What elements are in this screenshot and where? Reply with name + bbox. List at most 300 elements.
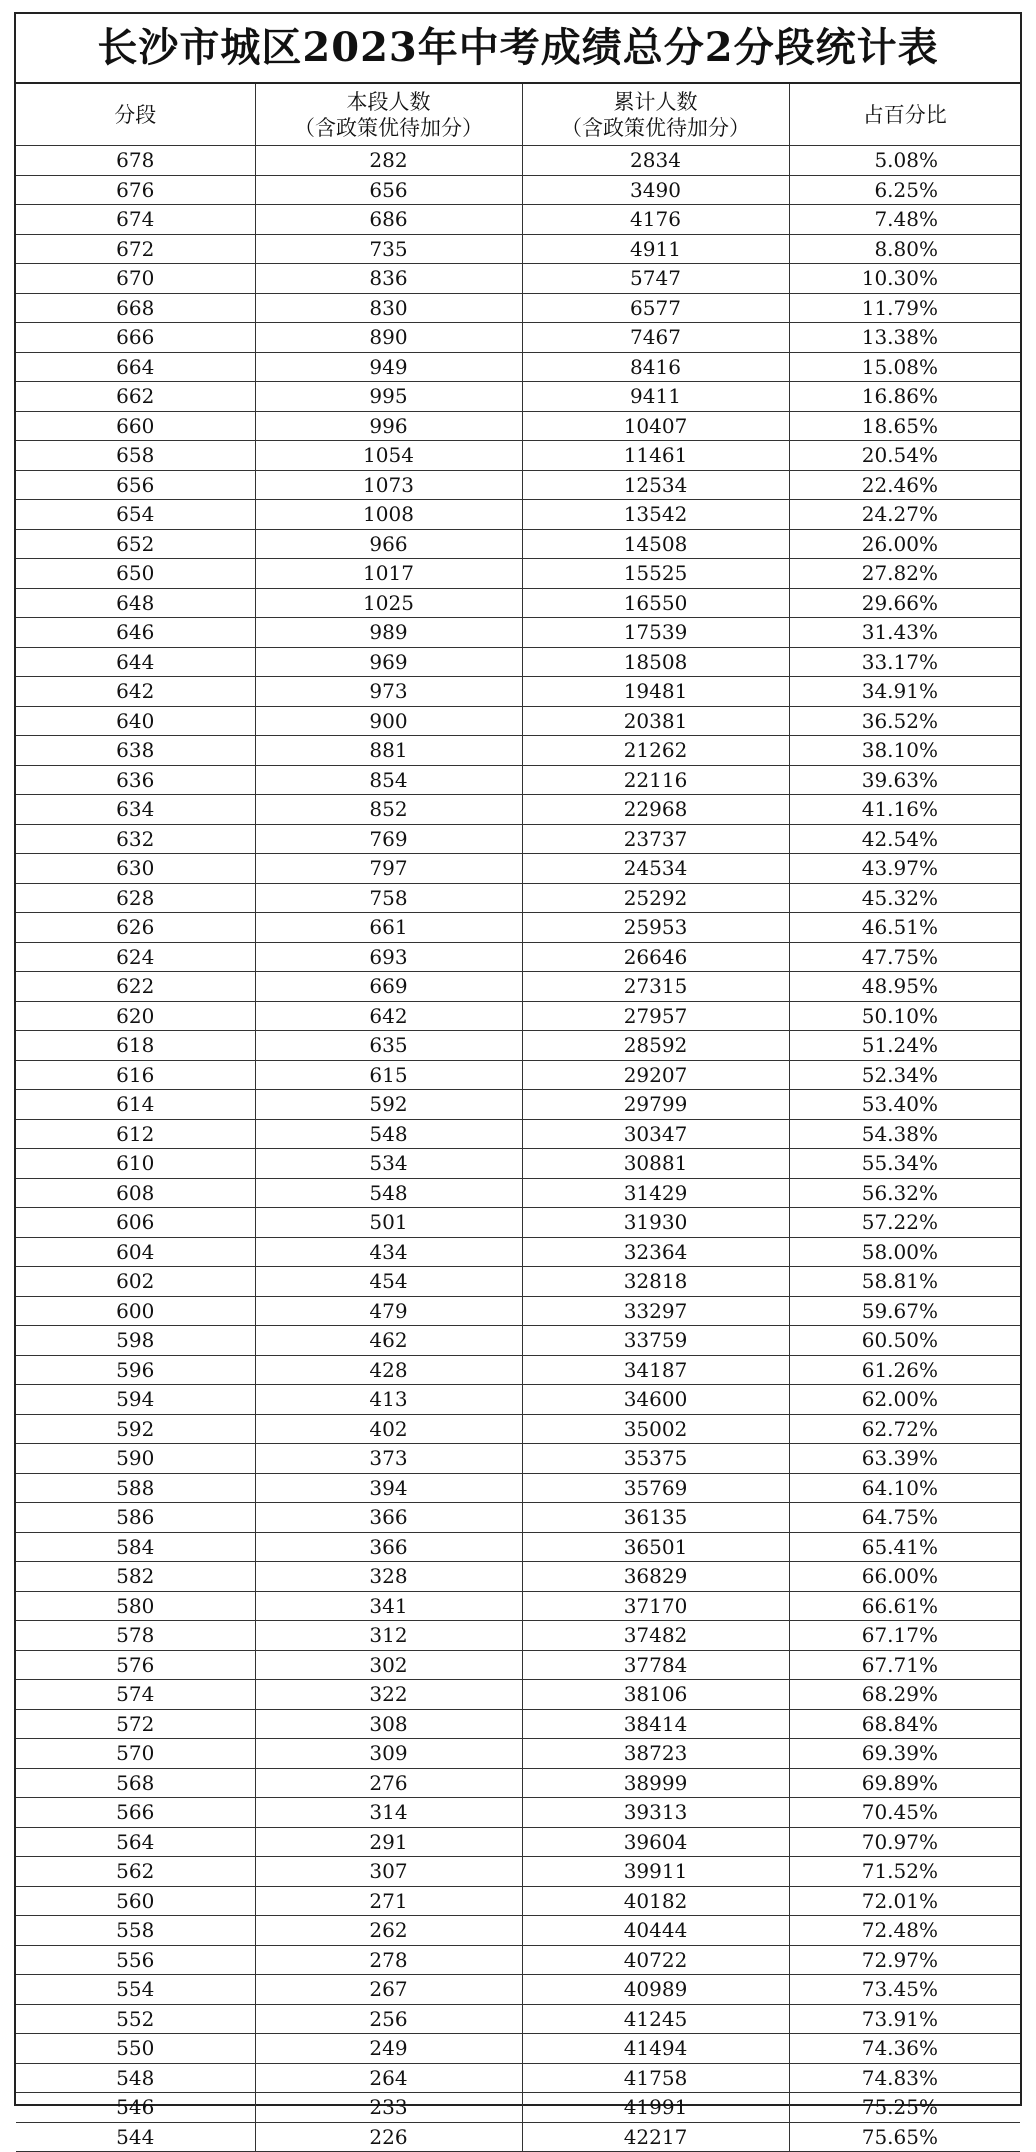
cell-cumulative-count: 27957 — [522, 1001, 789, 1031]
cell-cumulative-count: 37784 — [522, 1650, 789, 1680]
cell-percentage: 33.17% — [789, 647, 1020, 677]
cell-band-count: 249 — [255, 2034, 522, 2064]
cell-band-count: 1054 — [255, 441, 522, 471]
cell-percentage: 60.50% — [789, 1326, 1020, 1356]
table-row — [16, 1798, 1020, 1828]
table-row — [16, 588, 1020, 618]
cell-percentage: 22.46% — [789, 470, 1020, 500]
cell-score-band: 646 — [16, 618, 255, 648]
cell-band-count: 769 — [255, 824, 522, 854]
cell-score-band: 584 — [16, 1532, 255, 1562]
cell-cumulative-count: 41494 — [522, 2034, 789, 2064]
table-row — [16, 1827, 1020, 1857]
cell-band-count: 852 — [255, 795, 522, 825]
cell-band-count: 830 — [255, 293, 522, 323]
table-row — [16, 500, 1020, 530]
cell-cumulative-count: 37170 — [522, 1591, 789, 1621]
cell-percentage: 72.48% — [789, 1916, 1020, 1946]
cell-band-count: 949 — [255, 352, 522, 382]
cell-score-band: 622 — [16, 972, 255, 1002]
cell-band-count: 1025 — [255, 588, 522, 618]
table-row — [16, 1296, 1020, 1326]
cell-cumulative-count: 5747 — [522, 264, 789, 294]
cell-cumulative-count: 41991 — [522, 2093, 789, 2123]
cell-cumulative-count: 38106 — [522, 1680, 789, 1710]
cell-cumulative-count: 25953 — [522, 913, 789, 943]
cell-score-band: 642 — [16, 677, 255, 707]
cell-percentage: 69.39% — [789, 1739, 1020, 1769]
cell-band-count: 233 — [255, 2093, 522, 2123]
cell-cumulative-count: 18508 — [522, 647, 789, 677]
score-table-document — [14, 12, 1022, 2149]
cell-percentage: 63.39% — [789, 1444, 1020, 1474]
cell-band-count: 322 — [255, 1680, 522, 1710]
cell-score-band: 600 — [16, 1296, 255, 1326]
table-row — [16, 1857, 1020, 1887]
cell-band-count: 661 — [255, 913, 522, 943]
cell-cumulative-count: 36829 — [522, 1562, 789, 1592]
cell-score-band: 660 — [16, 411, 255, 441]
cell-percentage: 65.41% — [789, 1532, 1020, 1562]
table-row — [16, 470, 1020, 500]
cell-score-band: 620 — [16, 1001, 255, 1031]
cell-score-band: 566 — [16, 1798, 255, 1828]
cell-percentage: 29.66% — [789, 588, 1020, 618]
cell-band-count: 434 — [255, 1237, 522, 1267]
table-row — [16, 146, 1020, 176]
cell-percentage: 70.45% — [789, 1798, 1020, 1828]
cell-band-count: 314 — [255, 1798, 522, 1828]
cell-score-band: 624 — [16, 942, 255, 972]
cell-percentage: 48.95% — [789, 972, 1020, 1002]
cell-cumulative-count: 40989 — [522, 1975, 789, 2005]
cell-score-band: 678 — [16, 146, 255, 176]
cell-percentage: 70.97% — [789, 1827, 1020, 1857]
cell-band-count: 1073 — [255, 470, 522, 500]
table-row — [16, 264, 1020, 294]
cell-percentage: 47.75% — [789, 942, 1020, 972]
cell-percentage: 59.67% — [789, 1296, 1020, 1326]
cell-score-band: 574 — [16, 1680, 255, 1710]
cell-cumulative-count: 19481 — [522, 677, 789, 707]
cell-band-count: 534 — [255, 1149, 522, 1179]
cell-band-count: 996 — [255, 411, 522, 441]
table-row — [16, 854, 1020, 884]
cell-score-band: 662 — [16, 382, 255, 412]
cell-band-count: 548 — [255, 1178, 522, 1208]
header-band-count: 本段人数 （含政策优待加分） — [255, 84, 522, 146]
cell-cumulative-count: 39604 — [522, 1827, 789, 1857]
table-row — [16, 1444, 1020, 1474]
table-row — [16, 736, 1020, 766]
cell-score-band: 670 — [16, 264, 255, 294]
cell-percentage: 34.91% — [789, 677, 1020, 707]
cell-cumulative-count: 37482 — [522, 1621, 789, 1651]
cell-percentage: 58.00% — [789, 1237, 1020, 1267]
table-row — [16, 913, 1020, 943]
cell-score-band: 648 — [16, 588, 255, 618]
cell-score-band: 564 — [16, 1827, 255, 1857]
table-row — [16, 1178, 1020, 1208]
cell-cumulative-count: 17539 — [522, 618, 789, 648]
cell-cumulative-count: 35769 — [522, 1473, 789, 1503]
cell-band-count: 402 — [255, 1414, 522, 1444]
cell-score-band: 652 — [16, 529, 255, 559]
cell-percentage: 58.81% — [789, 1267, 1020, 1297]
cell-cumulative-count: 8416 — [522, 352, 789, 382]
cell-cumulative-count: 29799 — [522, 1090, 789, 1120]
cell-score-band: 602 — [16, 1267, 255, 1297]
table-body — [16, 146, 1020, 2152]
table-row — [16, 883, 1020, 913]
cell-score-band: 676 — [16, 175, 255, 205]
cell-band-count: 462 — [255, 1326, 522, 1356]
cell-percentage: 53.40% — [789, 1090, 1020, 1120]
cell-band-count: 341 — [255, 1591, 522, 1621]
cell-percentage: 20.54% — [789, 441, 1020, 471]
cell-score-band: 612 — [16, 1119, 255, 1149]
table-row — [16, 1945, 1020, 1975]
cell-band-count: 267 — [255, 1975, 522, 2005]
cell-band-count: 309 — [255, 1739, 522, 1769]
table-row — [16, 1119, 1020, 1149]
cell-band-count: 966 — [255, 529, 522, 559]
cell-score-band: 554 — [16, 1975, 255, 2005]
cell-percentage: 68.84% — [789, 1709, 1020, 1739]
cell-band-count: 262 — [255, 1916, 522, 1946]
cell-percentage: 67.71% — [789, 1650, 1020, 1680]
cell-score-band: 630 — [16, 854, 255, 884]
table-row — [16, 441, 1020, 471]
cell-percentage: 64.10% — [789, 1473, 1020, 1503]
cell-cumulative-count: 36501 — [522, 1532, 789, 1562]
cell-band-count: 454 — [255, 1267, 522, 1297]
table-row — [16, 1532, 1020, 1562]
cell-score-band: 666 — [16, 323, 255, 353]
cell-percentage: 75.25% — [789, 2093, 1020, 2123]
cell-band-count: 669 — [255, 972, 522, 1002]
table-row — [16, 1149, 1020, 1179]
cell-cumulative-count: 38723 — [522, 1739, 789, 1769]
table-row — [16, 1621, 1020, 1651]
cell-percentage: 45.32% — [789, 883, 1020, 913]
cell-cumulative-count: 40722 — [522, 1945, 789, 1975]
cell-percentage: 5.08% — [789, 146, 1020, 176]
cell-percentage: 27.82% — [789, 559, 1020, 589]
cell-band-count: 312 — [255, 1621, 522, 1651]
cell-band-count: 989 — [255, 618, 522, 648]
cell-percentage: 72.01% — [789, 1886, 1020, 1916]
cell-cumulative-count: 36135 — [522, 1503, 789, 1533]
table-row — [16, 1090, 1020, 1120]
cell-cumulative-count: 2834 — [522, 146, 789, 176]
cell-percentage: 38.10% — [789, 736, 1020, 766]
table-row — [16, 1709, 1020, 1739]
cell-band-count: 428 — [255, 1355, 522, 1385]
table-row — [16, 529, 1020, 559]
cell-percentage: 54.38% — [789, 1119, 1020, 1149]
cell-percentage: 43.97% — [789, 854, 1020, 884]
cell-band-count: 226 — [255, 2122, 522, 2152]
cell-score-band: 546 — [16, 2093, 255, 2123]
table-row — [16, 972, 1020, 1002]
cell-band-count: 394 — [255, 1473, 522, 1503]
table-row — [16, 382, 1020, 412]
cell-cumulative-count: 40444 — [522, 1916, 789, 1946]
cell-score-band: 626 — [16, 913, 255, 943]
table-row — [16, 1031, 1020, 1061]
cell-score-band: 568 — [16, 1768, 255, 1798]
cell-band-count: 615 — [255, 1060, 522, 1090]
cell-percentage: 73.45% — [789, 1975, 1020, 2005]
cell-cumulative-count: 22968 — [522, 795, 789, 825]
cell-score-band: 606 — [16, 1208, 255, 1238]
cell-percentage: 64.75% — [789, 1503, 1020, 1533]
cell-band-count: 366 — [255, 1503, 522, 1533]
cell-cumulative-count: 40182 — [522, 1886, 789, 1916]
table-row — [16, 618, 1020, 648]
cell-percentage: 55.34% — [789, 1149, 1020, 1179]
cell-percentage: 74.36% — [789, 2034, 1020, 2064]
page-title: 长沙市城区2023年中考成绩总分2分段统计表 — [16, 14, 1020, 84]
table-row — [16, 2004, 1020, 2034]
cell-percentage: 75.65% — [789, 2122, 1020, 2152]
cell-score-band: 640 — [16, 706, 255, 736]
score-distribution-table — [16, 84, 1020, 2152]
cell-band-count: 969 — [255, 647, 522, 677]
cell-cumulative-count: 32364 — [522, 1237, 789, 1267]
cell-percentage: 11.79% — [789, 293, 1020, 323]
cell-score-band: 570 — [16, 1739, 255, 1769]
table-row — [16, 2034, 1020, 2064]
cell-band-count: 479 — [255, 1296, 522, 1326]
cell-band-count: 501 — [255, 1208, 522, 1238]
table-row — [16, 1591, 1020, 1621]
cell-percentage: 66.00% — [789, 1562, 1020, 1592]
cell-cumulative-count: 27315 — [522, 972, 789, 1002]
cell-cumulative-count: 30881 — [522, 1149, 789, 1179]
cell-band-count: 413 — [255, 1385, 522, 1415]
table-row — [16, 1385, 1020, 1415]
cell-cumulative-count: 26646 — [522, 942, 789, 972]
cell-cumulative-count: 39911 — [522, 1857, 789, 1887]
cell-cumulative-count: 41758 — [522, 2063, 789, 2093]
cell-cumulative-count: 21262 — [522, 736, 789, 766]
cell-score-band: 638 — [16, 736, 255, 766]
table-row — [16, 2063, 1020, 2093]
cell-score-band: 586 — [16, 1503, 255, 1533]
cell-percentage: 50.10% — [789, 1001, 1020, 1031]
cell-band-count: 995 — [255, 382, 522, 412]
table-row — [16, 1562, 1020, 1592]
cell-percentage: 74.83% — [789, 2063, 1020, 2093]
cell-band-count: 973 — [255, 677, 522, 707]
cell-band-count: 635 — [255, 1031, 522, 1061]
table-row — [16, 205, 1020, 235]
cell-cumulative-count: 29207 — [522, 1060, 789, 1090]
table-row — [16, 1739, 1020, 1769]
cell-cumulative-count: 13542 — [522, 500, 789, 530]
cell-cumulative-count: 4176 — [522, 205, 789, 235]
cell-band-count: 366 — [255, 1532, 522, 1562]
cell-score-band: 596 — [16, 1355, 255, 1385]
cell-band-count: 291 — [255, 1827, 522, 1857]
cell-cumulative-count: 33297 — [522, 1296, 789, 1326]
cell-percentage: 15.08% — [789, 352, 1020, 382]
table-row — [16, 1650, 1020, 1680]
cell-score-band: 588 — [16, 1473, 255, 1503]
cell-cumulative-count: 42217 — [522, 2122, 789, 2152]
table-row — [16, 1355, 1020, 1385]
cell-band-count: 900 — [255, 706, 522, 736]
cell-band-count: 656 — [255, 175, 522, 205]
table-row — [16, 323, 1020, 353]
cell-cumulative-count: 15525 — [522, 559, 789, 589]
cell-percentage: 24.27% — [789, 500, 1020, 530]
cell-score-band: 610 — [16, 1149, 255, 1179]
cell-cumulative-count: 25292 — [522, 883, 789, 913]
cell-cumulative-count: 12534 — [522, 470, 789, 500]
cell-band-count: 264 — [255, 2063, 522, 2093]
cell-band-count: 735 — [255, 234, 522, 264]
cell-score-band: 604 — [16, 1237, 255, 1267]
cell-percentage: 13.38% — [789, 323, 1020, 353]
cell-score-band: 636 — [16, 765, 255, 795]
cell-cumulative-count: 10407 — [522, 411, 789, 441]
cell-score-band: 576 — [16, 1650, 255, 1680]
cell-band-count: 278 — [255, 1945, 522, 1975]
table-row — [16, 706, 1020, 736]
cell-band-count: 328 — [255, 1562, 522, 1592]
cell-percentage: 61.26% — [789, 1355, 1020, 1385]
table-row — [16, 677, 1020, 707]
table-row — [16, 1503, 1020, 1533]
cell-band-count: 307 — [255, 1857, 522, 1887]
cell-band-count: 276 — [255, 1768, 522, 1798]
cell-percentage: 68.29% — [789, 1680, 1020, 1710]
cell-score-band: 674 — [16, 205, 255, 235]
cell-percentage: 62.00% — [789, 1385, 1020, 1415]
cell-score-band: 548 — [16, 2063, 255, 2093]
cell-cumulative-count: 20381 — [522, 706, 789, 736]
cell-band-count: 881 — [255, 736, 522, 766]
cell-cumulative-count: 22116 — [522, 765, 789, 795]
cell-band-count: 373 — [255, 1444, 522, 1474]
cell-score-band: 578 — [16, 1621, 255, 1651]
cell-score-band: 592 — [16, 1414, 255, 1444]
cell-score-band: 550 — [16, 2034, 255, 2064]
cell-percentage: 71.52% — [789, 1857, 1020, 1887]
cell-cumulative-count: 24534 — [522, 854, 789, 884]
cell-score-band: 556 — [16, 1945, 255, 1975]
cell-percentage: 73.91% — [789, 2004, 1020, 2034]
cell-band-count: 282 — [255, 146, 522, 176]
cell-percentage: 26.00% — [789, 529, 1020, 559]
cell-band-count: 797 — [255, 854, 522, 884]
cell-score-band: 562 — [16, 1857, 255, 1887]
cell-cumulative-count: 38414 — [522, 1709, 789, 1739]
cell-cumulative-count: 11461 — [522, 441, 789, 471]
cell-percentage: 8.80% — [789, 234, 1020, 264]
table-row — [16, 1326, 1020, 1356]
cell-percentage: 52.34% — [789, 1060, 1020, 1090]
cell-cumulative-count: 14508 — [522, 529, 789, 559]
cell-score-band: 552 — [16, 2004, 255, 2034]
table-row — [16, 1060, 1020, 1090]
cell-percentage: 51.24% — [789, 1031, 1020, 1061]
cell-score-band: 658 — [16, 441, 255, 471]
cell-percentage: 7.48% — [789, 205, 1020, 235]
cell-score-band: 598 — [16, 1326, 255, 1356]
cell-score-band: 628 — [16, 883, 255, 913]
cell-cumulative-count: 6577 — [522, 293, 789, 323]
cell-cumulative-count: 39313 — [522, 1798, 789, 1828]
table-row — [16, 647, 1020, 677]
table-row — [16, 1414, 1020, 1444]
header-score-band: 分段 — [16, 84, 255, 146]
header-cumulative-count: 累计人数 （含政策优待加分） — [522, 84, 789, 146]
cell-band-count: 592 — [255, 1090, 522, 1120]
cell-percentage: 36.52% — [789, 706, 1020, 736]
cell-score-band: 572 — [16, 1709, 255, 1739]
cell-band-count: 854 — [255, 765, 522, 795]
cell-score-band: 608 — [16, 1178, 255, 1208]
cell-band-count: 642 — [255, 1001, 522, 1031]
cell-score-band: 590 — [16, 1444, 255, 1474]
cell-score-band: 594 — [16, 1385, 255, 1415]
table-row — [16, 1975, 1020, 2005]
cell-band-count: 890 — [255, 323, 522, 353]
cell-percentage: 42.54% — [789, 824, 1020, 854]
table-row — [16, 795, 1020, 825]
cell-percentage: 56.32% — [789, 1178, 1020, 1208]
table-row — [16, 352, 1020, 382]
cell-cumulative-count: 38999 — [522, 1768, 789, 1798]
cell-percentage: 6.25% — [789, 175, 1020, 205]
cell-cumulative-count: 33759 — [522, 1326, 789, 1356]
cell-score-band: 632 — [16, 824, 255, 854]
cell-cumulative-count: 31429 — [522, 1178, 789, 1208]
cell-score-band: 664 — [16, 352, 255, 382]
table-row — [16, 1001, 1020, 1031]
table-row — [16, 1768, 1020, 1798]
table-row — [16, 1208, 1020, 1238]
cell-band-count: 758 — [255, 883, 522, 913]
table-row — [16, 1680, 1020, 1710]
cell-band-count: 686 — [255, 205, 522, 235]
cell-percentage: 16.86% — [789, 382, 1020, 412]
cell-cumulative-count: 35002 — [522, 1414, 789, 1444]
cell-score-band: 616 — [16, 1060, 255, 1090]
cell-cumulative-count: 35375 — [522, 1444, 789, 1474]
cell-percentage: 31.43% — [789, 618, 1020, 648]
cell-score-band: 654 — [16, 500, 255, 530]
table-row — [16, 824, 1020, 854]
cell-score-band: 560 — [16, 1886, 255, 1916]
cell-score-band: 672 — [16, 234, 255, 264]
cell-score-band: 656 — [16, 470, 255, 500]
cell-band-count: 256 — [255, 2004, 522, 2034]
cell-band-count: 836 — [255, 264, 522, 294]
table-row — [16, 234, 1020, 264]
header-percentage: 占百分比 — [789, 84, 1020, 146]
table-row — [16, 559, 1020, 589]
cell-band-count: 548 — [255, 1119, 522, 1149]
cell-percentage: 72.97% — [789, 1945, 1020, 1975]
cell-score-band: 544 — [16, 2122, 255, 2152]
cell-cumulative-count: 31930 — [522, 1208, 789, 1238]
table-row — [16, 942, 1020, 972]
